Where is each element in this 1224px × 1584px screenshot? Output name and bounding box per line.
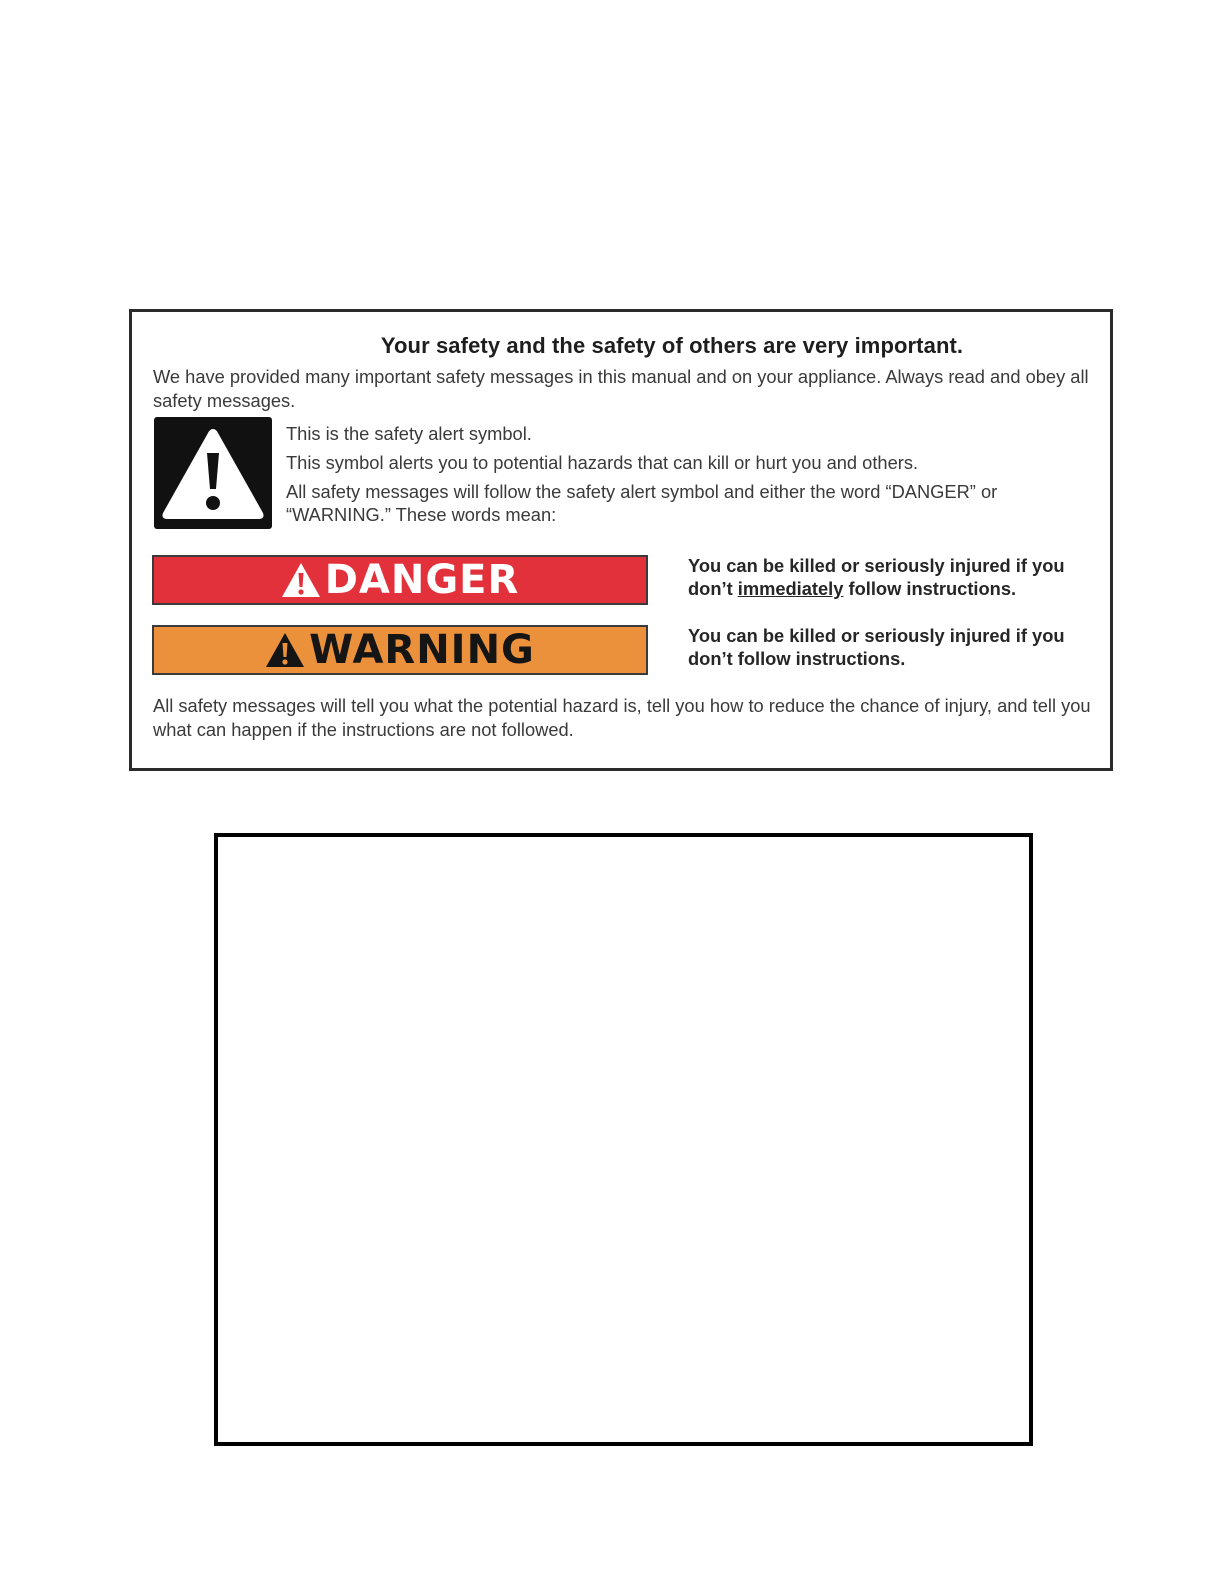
- danger-description-lead: You can be killed or seriously injured if you don’t: [688, 555, 1065, 599]
- danger-label: DANGER: [324, 557, 520, 603]
- warning-triangle-icon: [265, 632, 305, 668]
- warning-triangle-icon: [281, 562, 321, 598]
- danger-sign: [152, 555, 648, 605]
- safety-headline: Your safety and the safety of others are very important.: [380, 333, 964, 358]
- empty-content-frame: [214, 833, 1033, 1446]
- safety-notice-box: [129, 309, 1113, 771]
- danger-description-emphasis: immediately: [737, 578, 844, 599]
- symbol-line-3: All safety messages will follow the safety alert symbol and either the word “DANGER” or “WARNING.” These words mean:: [286, 481, 998, 525]
- symbol-line-1: This is the safety alert symbol.: [286, 423, 532, 444]
- danger-description: [688, 554, 1108, 600]
- safety-intro-text: We have provided many important safety messages in this manual and on your appliance. Always read and obey all safety messages.: [153, 366, 1089, 411]
- warning-label: WARNING: [309, 627, 535, 673]
- warning-triangle-icon: [154, 417, 272, 529]
- safety-closing-text: All safety messages will tell you what the potential hazard is, tell you how to reduce the chance of injury, and tell you what can happen if the instructions are not followed.: [153, 695, 1091, 740]
- danger-description-tail: follow instructions.: [843, 578, 1017, 599]
- symbol-line-2: This symbol alerts you to potential hazards that can kill or hurt you and others.: [286, 452, 919, 473]
- alert-symbol-explanation: [286, 422, 1086, 526]
- warning-description: You can be killed or seriously injured if you don’t follow instructions.: [688, 625, 1065, 669]
- warning-sign: [152, 625, 648, 675]
